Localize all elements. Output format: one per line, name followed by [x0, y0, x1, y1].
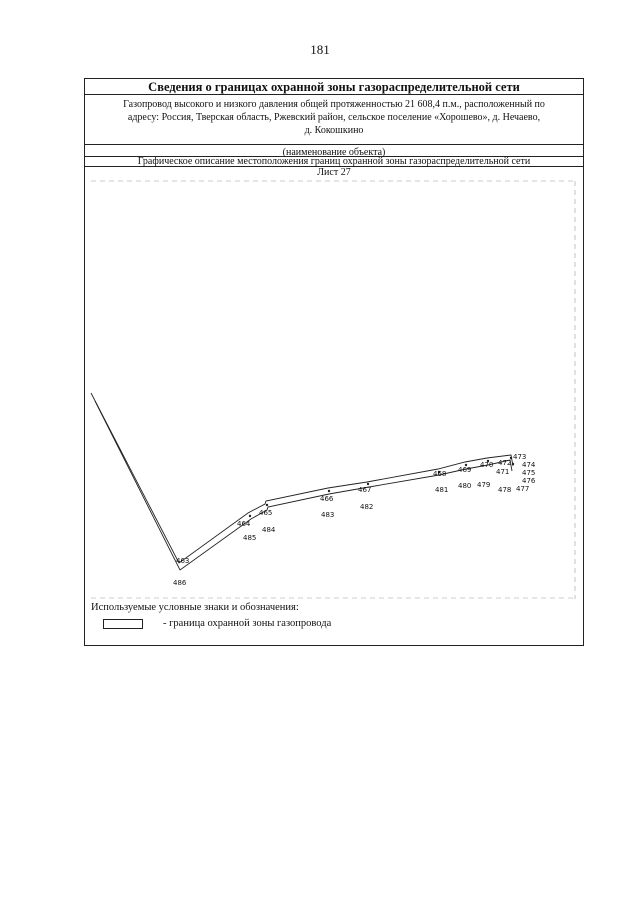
point-label-467: 467: [358, 486, 372, 494]
object-line-1: Газопровод высокого и низкого давления общей протяженностью 21 608,4 п.м., расположенный по: [123, 99, 545, 110]
point-label-468: 468: [433, 470, 447, 478]
vertex-465: [266, 504, 268, 506]
point-label-483: 483: [321, 511, 335, 519]
vertex-466: [328, 490, 330, 492]
point-label-466: 466: [320, 495, 334, 503]
point-label-463: 463: [176, 557, 190, 565]
point-label-477: 477: [516, 485, 530, 493]
document-frame: [84, 78, 584, 646]
point-label-482: 482: [360, 503, 374, 511]
boundary-map: [85, 179, 583, 599]
vertex-467: [367, 483, 369, 485]
object-line-3: д. Кокошкино: [304, 125, 364, 136]
vertex-464: [249, 515, 251, 517]
zone-boundary-outer: [91, 393, 513, 563]
point-label-472: 472: [498, 459, 512, 467]
section-title: Графическое описание местоположения границ охранной зоны газораспределительной сети: [85, 157, 583, 167]
point-label-480: 480: [458, 482, 472, 490]
zone-boundary-inner: [95, 401, 512, 570]
point-label-475: 475: [522, 469, 536, 477]
point-label-481: 481: [435, 486, 449, 494]
document-title: Сведения о границах охранной зоны газораспределительной сети: [85, 79, 583, 95]
point-label-474: 474: [522, 461, 536, 469]
point-label-470: 470: [480, 461, 494, 469]
page-number: 181: [310, 42, 330, 57]
object-caption: (наименование объекта): [85, 145, 583, 157]
object-description: [85, 95, 583, 145]
point-label-479: 479: [477, 481, 491, 489]
boundary-vertices: [249, 457, 514, 517]
point-label-484: 484: [262, 526, 276, 534]
legend-item-label: - граница охранной зоны газопровода: [163, 618, 332, 629]
point-label-478: 478: [498, 486, 512, 494]
object-line-2: адресу: Россия, Тверская область, Ржевский район, сельское поселение «Хорошево», д. Нечаево,: [127, 112, 541, 123]
point-label-473: 473: [513, 453, 527, 461]
point-label-464: 464: [237, 520, 251, 528]
point-label-465: 465: [259, 509, 273, 517]
sheet-label: Лист 27: [317, 167, 351, 178]
point-label-486: 486: [173, 579, 187, 587]
point-label-469: 469: [458, 466, 472, 474]
point-label-485: 485: [243, 534, 257, 542]
point-label-471: 471: [496, 468, 510, 476]
legend-title: Используемые условные знаки и обозначения:: [91, 602, 299, 613]
point-label-476: 476: [522, 477, 536, 485]
boundary-symbol-icon: [103, 619, 143, 629]
vertex-476: [512, 463, 514, 465]
